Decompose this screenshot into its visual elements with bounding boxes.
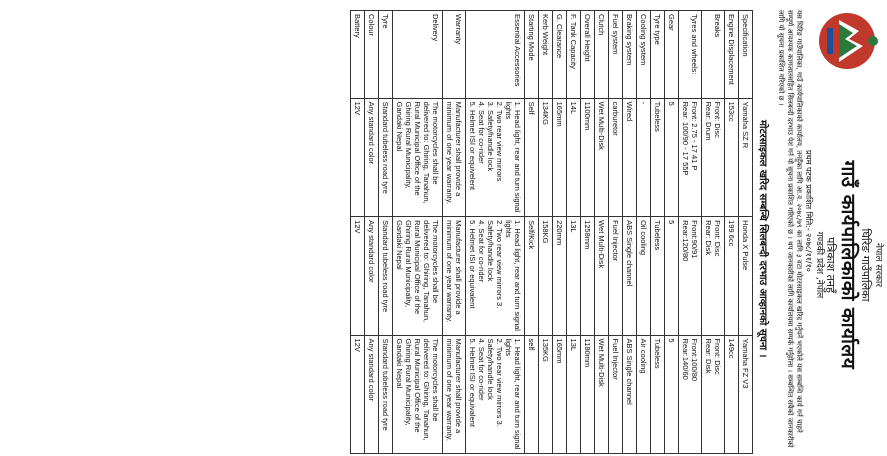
spec-value-cell: Standard tubeless road tyre <box>379 217 393 335</box>
spec-value-cell: Wet Multi-Disk <box>595 98 609 216</box>
spec-value-cell: carburetor <box>609 98 623 216</box>
spec-value-cell: 1. Head light, rear and turn signal lights 2. Two rear view mirrors 3. Safety/handle lock 4. Seat for co-rider 5. Helmet ISI or equivalent <box>466 335 525 453</box>
table-row <box>665 11 679 454</box>
spec-label-cell: Essential Accessories <box>466 11 525 99</box>
spec-value-cell: ABS Single channel <box>623 335 637 453</box>
spec-label-cell: Gear <box>665 11 679 99</box>
municipality-name: घिरिङ गाउँपालिका <box>859 228 872 302</box>
spec-value-cell: self <box>525 335 539 453</box>
notice-body: यस घिरिङ गाउँपालिका, गाउँ कार्यपालिकाको कार्यालय, तनहुँका लागि आ.व. २०७८/७९ का लागि ३ वटा मोटरसाइकल खरिद गर्नुपर्ने भएकोले यस सम्बन्धि कार्य गर्न चाहने सम्पूर्ण आवश्यक कागजातसहित सिलबन्दी दरभाउ पेश गर्न यो सूचना प्रकाशित गरिएको छ । थप जानकारीको लागि कार्यालयमा सम्पर्क गर्नुहोला । सम्बन्धित सबैको जानकारीको लागि यो सूचना प्रकाशित गरिएको छ । <box>777 10 803 448</box>
spec-value-cell: Fuel Injector <box>609 335 623 453</box>
spec-value-cell: The motorcycles shall be delivered to: Ghiring, Tanahun, Rural Municipal Office of the Ghiring Rural Municipality, Gandaki Nepal <box>393 335 443 453</box>
spec-value-cell: 134KG <box>539 98 553 216</box>
spec-value-cell: Front: Disc Rear: Disk <box>702 217 725 335</box>
spec-value-cell: Yamaha FZ V3 <box>739 335 753 453</box>
table-row <box>553 11 567 454</box>
publish-date: प्रथम पटक प्रकाशित मिति:- २०७८/११/१० <box>804 150 813 272</box>
spec-value-cell: Manufacturer shall provide a minimum of one year warranty. <box>443 217 466 335</box>
spec-value-cell: 199.6cc <box>725 217 739 335</box>
spec-value-cell: 158KG <box>539 217 553 335</box>
spec-value-cell: Manufacturer shall provide a minimum of one year warranty. <box>443 335 466 453</box>
spec-value-cell: Manufacturer shall provide a minimum of one year warranty. <box>443 98 466 216</box>
table-row <box>567 11 581 454</box>
spec-value-cell: Front: 2.75 - 17 41 P Rear: 100/90 - 17 55P <box>679 98 702 216</box>
table-row <box>379 11 393 454</box>
letterhead <box>737 0 887 456</box>
spec-value-cell: Oil cooling <box>637 217 651 335</box>
spec-value-cell: 14L <box>567 98 581 216</box>
spec-label-cell: Starting Mode <box>525 11 539 99</box>
spec-value-cell: Front:100/80 Rear:140/60 <box>679 335 702 453</box>
office-location: पत्रिकाश तनहुँ <box>824 237 837 293</box>
spec-value-cell: 5 <box>665 98 679 216</box>
table-row <box>702 11 725 454</box>
spec-value-cell: Wet Multi-Disk <box>595 335 609 453</box>
spec-value-cell: Front: Disc Rear: Disk <box>702 335 725 453</box>
spec-label-cell: Engine Displacement <box>725 11 739 99</box>
spec-value-cell: Fuel Injector <box>609 217 623 335</box>
spec-label-cell: Colour <box>365 11 379 99</box>
spec-value-cell: ABS Single channel <box>623 217 637 335</box>
spec-label-cell: Tyre type <box>651 11 665 99</box>
spec-value-cell: 12V <box>351 335 365 453</box>
spec-label-cell: Tyres and wheels: <box>679 11 702 99</box>
office-title: गाउँ कार्यपालिकाको कार्यालय <box>837 160 859 370</box>
table-row <box>393 11 443 454</box>
spec-value-cell: Tubeless <box>651 98 665 216</box>
spec-value-cell: 1180mm <box>581 335 595 453</box>
table-row <box>351 11 365 454</box>
spec-label-cell: Overall Height <box>581 11 595 99</box>
province-name: गण्डकी प्रदेश ,नेपाल <box>814 231 824 299</box>
spec-value-cell: 1. Head light, rear and turn signal lights 2. Two rear view mirrors 3. Safety/handle lock 4. Seat for co-rider 5. Helmet ISI or equivelent <box>466 98 525 216</box>
table-row <box>581 11 595 454</box>
spec-label-cell: Specification <box>739 11 753 99</box>
spec-value-cell: Any standard color <box>365 335 379 453</box>
spec-value-cell: 5 <box>665 217 679 335</box>
spec-value-cell: Tubeless <box>651 217 665 335</box>
spec-value-cell: - <box>637 98 651 216</box>
table-row <box>623 11 637 454</box>
spec-value-cell: 5 <box>665 335 679 453</box>
spec-value-cell: Standard tubeless road tyre <box>379 335 393 453</box>
spec-value-cell: 1. Head light, rear and turn signal lights 2. Two rear view mirrors 3. Safety/handle lock 4. Seat for co-rider 5. Helmet ISI or equivalent <box>466 217 525 335</box>
spec-value-cell: 1100mm <box>581 98 595 216</box>
spec-label-cell: Tyre <box>379 11 393 99</box>
table-row <box>525 11 539 454</box>
spec-value-cell: Any standard color <box>365 217 379 335</box>
spec-value-cell: 149cc <box>725 335 739 453</box>
spec-value-cell: Air cooling <box>637 335 651 453</box>
table-header-row <box>739 11 753 454</box>
spec-value-cell: Wired <box>623 98 637 216</box>
spec-value-cell: 13L <box>567 335 581 453</box>
spec-value-cell: 12V <box>351 98 365 216</box>
spec-value-cell: Standard tubeless road tyre <box>379 98 393 216</box>
spec-value-cell: Honda X Pulse <box>739 217 753 335</box>
spec-value-cell: 220mm <box>553 217 567 335</box>
spec-label-cell: Cooling system <box>637 11 651 99</box>
spec-value-cell: The motorcycles shall be delivered to: Ghiring, Tanahun, Rural Municipal Office of the Ghiring Rural Municipality, Gandaki Nepal <box>393 98 443 216</box>
table-row <box>609 11 623 454</box>
spec-value-cell: Yamaha SZ R <box>739 98 753 216</box>
government-emblem-icon <box>813 6 883 76</box>
spec-value-cell: Self/Kick <box>525 217 539 335</box>
table-row <box>637 11 651 454</box>
spec-table <box>350 10 753 454</box>
spec-value-cell: 13L <box>567 217 581 335</box>
spec-label-cell: Delivery <box>393 11 443 99</box>
spec-value-cell: 165mm <box>553 98 567 216</box>
spec-value-cell: Wet Multi-Disk <box>595 217 609 335</box>
spec-label-cell: Battery <box>351 11 365 99</box>
table-row <box>651 11 665 454</box>
spec-label-cell: F. Tank Capacity <box>567 11 581 99</box>
spec-value-cell: 165mm <box>553 335 567 453</box>
spec-value-cell: 1258mm <box>581 217 595 335</box>
spec-label-cell: G. Clearance <box>553 11 567 99</box>
spec-label-cell: Warranty <box>443 11 466 99</box>
govt-name: नेपाल सरकार <box>873 242 883 288</box>
table-row <box>365 11 379 454</box>
spec-label-cell: Kerb Weight <box>539 11 553 99</box>
table-row <box>725 11 739 454</box>
spec-value-cell: Tubeless <box>651 335 665 453</box>
spec-value-cell: Any standard color <box>365 98 379 216</box>
spec-value-cell: Front:90/91 Rear:120/80 <box>679 217 702 335</box>
spec-value-cell: 12V <box>351 217 365 335</box>
table-row <box>539 11 553 454</box>
spec-value-cell: 153cc <box>725 98 739 216</box>
table-row <box>443 11 466 454</box>
spec-value-cell: Self <box>525 98 539 216</box>
notice-heading: मोटरसाइकल खरिद सम्बन्धि सिलबन्दी दरभाउ आव्हानको सूचना । <box>757 120 768 358</box>
table-row <box>595 11 609 454</box>
spec-label-cell: Braking system <box>623 11 637 99</box>
spec-value-cell: Front: Disc Rear: Drum <box>702 98 725 216</box>
spec-value-cell: The motorcycles shall be delivered to: Ghiring, Tanahun, Rural Municipal Office of the Ghiring Rural Municipality, Gandaki Nepal <box>393 217 443 335</box>
table-row <box>679 11 702 454</box>
spec-label-cell: Breaks <box>702 11 725 99</box>
spec-label-cell: Fuel system <box>609 11 623 99</box>
table-row <box>466 11 525 454</box>
spec-label-cell: Clutch <box>595 11 609 99</box>
spec-value-cell: 135KG <box>539 335 553 453</box>
